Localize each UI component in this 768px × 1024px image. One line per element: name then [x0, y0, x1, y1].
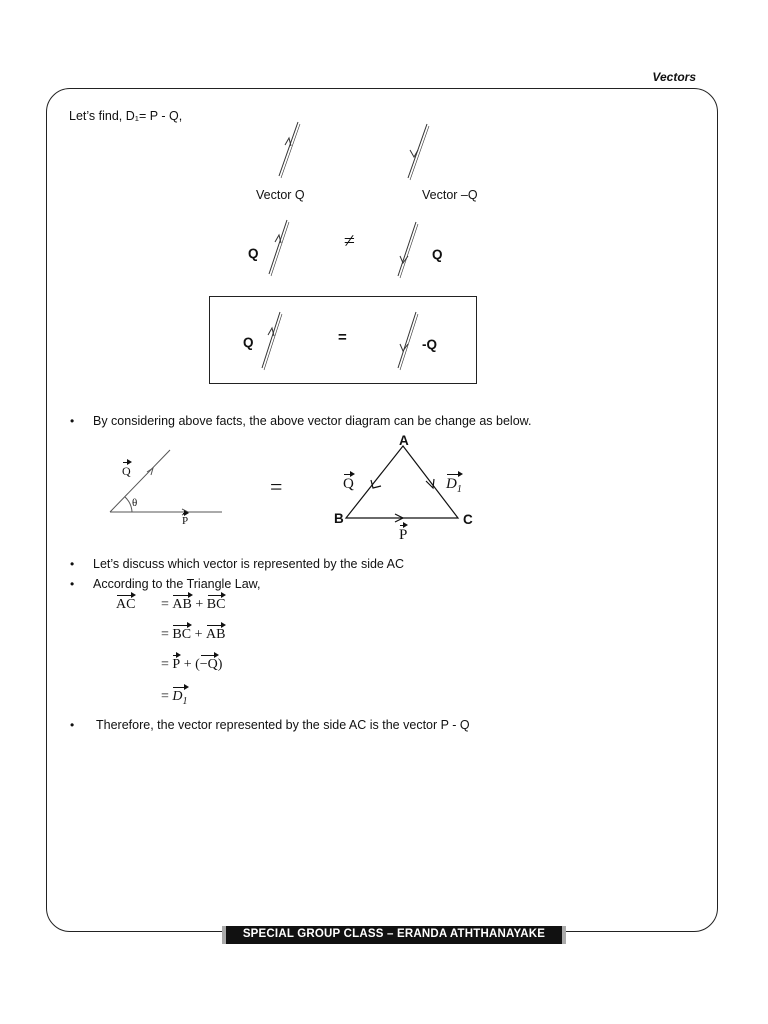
- triangle-d1-label: $D_1$: [446, 476, 462, 495]
- equation-line-2: = BC + AB: [161, 627, 226, 642]
- vertex-b-label: B: [334, 511, 344, 526]
- equation-lhs: AC: [116, 597, 136, 612]
- bullet-text-1: By considering above facts, the above vector diagram can be change as below.: [93, 414, 532, 428]
- equation-line-3: = P + (−Q): [161, 657, 223, 672]
- q-left-vector: [262, 216, 294, 278]
- bullet-text-3: According to the Triangle Law,: [93, 577, 261, 591]
- vector-neg-q-figure: [400, 120, 440, 182]
- triangle-q-label: Q: [343, 476, 354, 492]
- q-left-label: Q: [248, 246, 259, 261]
- angle-p-label: P: [182, 515, 189, 527]
- intro-text: Let’s find, D₁= P - Q,: [69, 109, 183, 123]
- vector-q-caption: Vector Q: [256, 188, 305, 202]
- q-right-vector: [392, 218, 424, 280]
- bullet-text-2: Let’s discuss which vector is represented by the side AC: [93, 557, 405, 571]
- box-equals-sign: =: [338, 329, 347, 346]
- vector-neg-q-caption: Vector –Q: [422, 188, 478, 202]
- box-q-vector: [256, 308, 288, 372]
- not-equal-sign: ≠: [344, 230, 355, 252]
- box-neg-q-label: -Q: [422, 337, 437, 352]
- diagram-equals-sign: =: [270, 474, 283, 499]
- vector-q-figure: [270, 118, 310, 182]
- footer-text: SPECIAL GROUP CLASS – ERANDA ATHTHANAYAKE: [242, 928, 546, 940]
- bullet-marker: •: [70, 557, 75, 571]
- equation-line-1: = AB + BC: [161, 597, 226, 612]
- vertex-c-label: C: [463, 512, 473, 527]
- q-right-label: Q: [432, 247, 443, 262]
- bullet-marker: •: [70, 414, 75, 428]
- vertex-a-label: A: [399, 433, 409, 448]
- box-neg-q-vector: [392, 308, 424, 372]
- box-q-label: Q: [243, 335, 254, 350]
- bullet-marker: •: [70, 718, 75, 732]
- footer-banner: [222, 926, 566, 944]
- bullet-marker: •: [70, 577, 75, 591]
- bullet-text-4: Therefore, the vector represented by the side AC is the vector P - Q: [96, 718, 470, 732]
- triangle-p-label: P: [399, 527, 408, 543]
- angle-vector-diagram: [104, 446, 228, 530]
- angle-q-label: Q: [122, 464, 131, 478]
- page-header-title: Vectors: [652, 70, 696, 84]
- theta-label: θ: [132, 497, 138, 509]
- equation-line-4: = $D_1$: [161, 689, 188, 707]
